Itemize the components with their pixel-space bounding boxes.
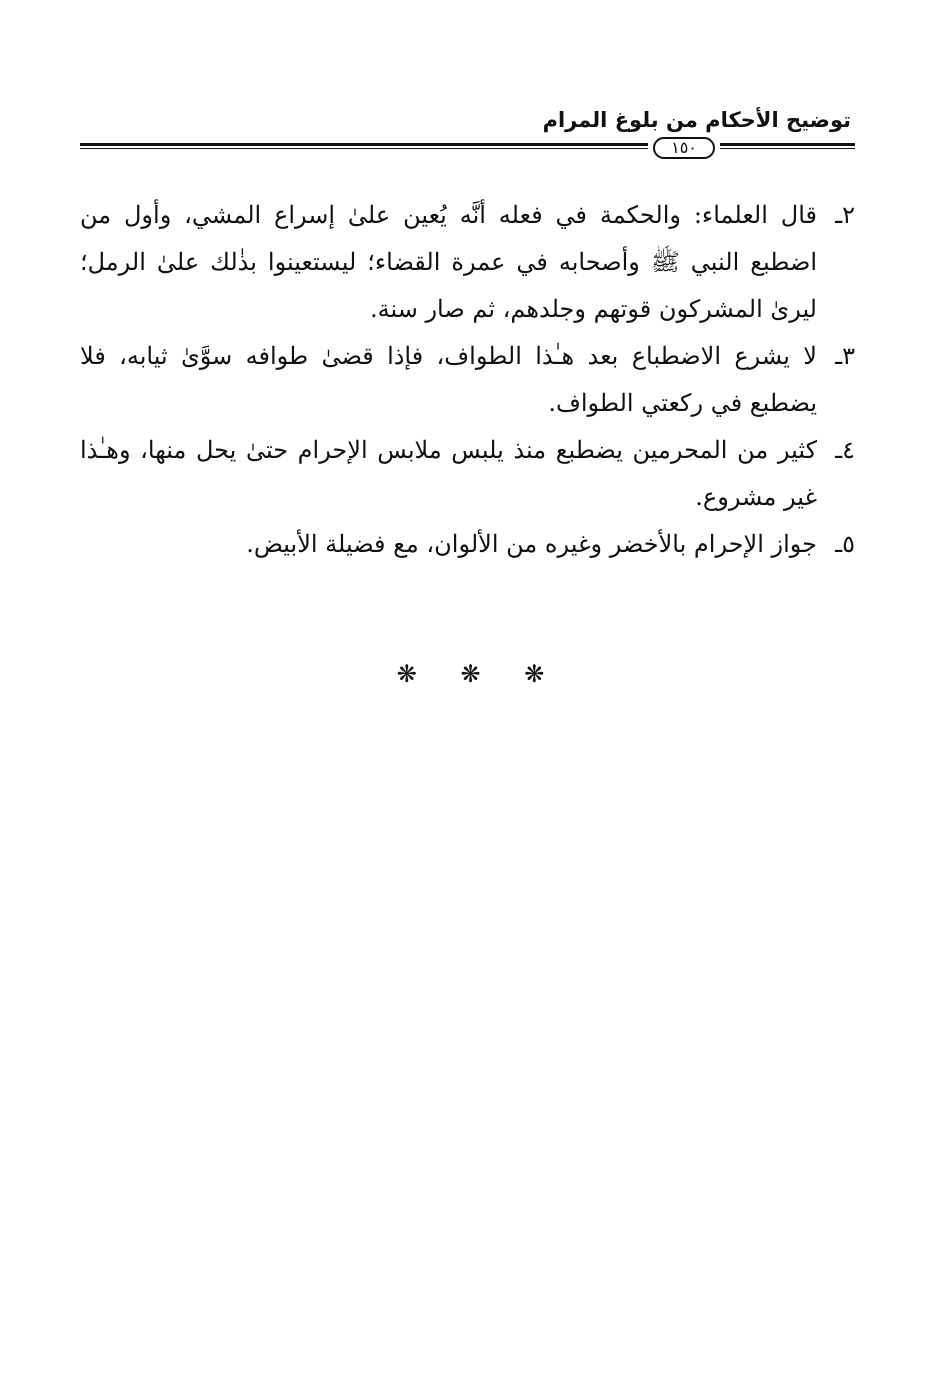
separator-star-icon: ❋: [396, 660, 417, 688]
section-separator: [0, 660, 941, 688]
item-number: ٣ـ: [835, 342, 855, 370]
book-title: توضيح الأحكام من بلوغ المرام: [542, 108, 851, 132]
item-number: ٥ـ: [835, 530, 855, 558]
item-number: ٢ـ: [835, 201, 855, 229]
item-text: لا يشرع الاضطباع بعد هـٰذا الطواف، فإذا قضىٰ طوافه سوَّىٰ ثيابه، فلا يضطبع في ركعتي الطواف.: [80, 342, 817, 417]
item-text: قال العلماء: والحكمة في فعله أنَّه يُعين علىٰ إسراع المشي، وأول من اضطبع النبي ﷺ وأصحابه في عمرة القضاء؛ ليستعينوا بذٰلك علىٰ الرمل؛ ليرىٰ المشركون قوتهم وجلدهم، ثم صار سنة.: [80, 201, 817, 323]
list-item: [80, 333, 855, 427]
separator-star-icon: ❋: [524, 660, 545, 688]
list-item: [80, 521, 855, 568]
item-text: جواز الإحرام بالأخضر وغيره من الألوان، مع فضيلة الأبيض.: [246, 530, 817, 558]
item-number: ٤ـ: [835, 436, 855, 464]
header-rule: [80, 137, 855, 159]
body-text: [80, 192, 855, 568]
list-item: [80, 192, 855, 333]
header-rule-left: [80, 143, 648, 149]
separator-star-icon: ❋: [460, 660, 481, 688]
page-number: ١٥٠: [653, 137, 715, 159]
list-item: [80, 427, 855, 521]
item-text: كثير من المحرمين يضطبع منذ يلبس ملابس الإحرام حتىٰ يحل منها، وهـٰذا غير مشروع.: [80, 436, 817, 511]
running-header: [80, 106, 855, 134]
header-rule-right: [720, 143, 855, 149]
